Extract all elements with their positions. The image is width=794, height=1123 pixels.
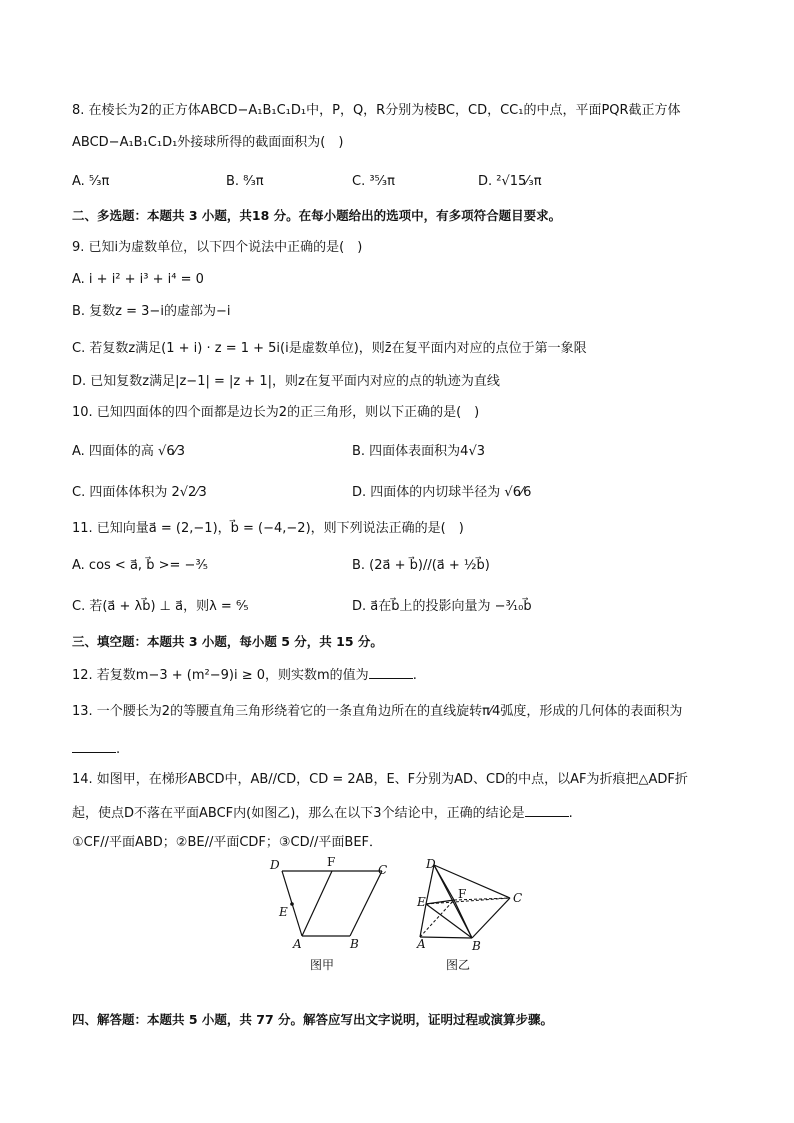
q9-option-c: C. 若复数z满足(1 + i) · z = 1 + 5i(i是虚数单位)，则z̄在复平面内对应的点位于第一象限 xyxy=(72,341,587,356)
q13-answer-blank[interactable] xyxy=(72,738,116,753)
q10-option-d: D. 四面体的内切球半径为 √6⁄6 xyxy=(352,485,532,500)
q14-line2-text: 起，使点D不落在平面ABCF内(如图乙)，那么在以下3个结论中，正确的结论是 xyxy=(72,806,525,821)
fig-yi-edge-ef xyxy=(426,900,454,904)
q11-option-a: A. cos < a⃗, b⃗ >= −³⁄₅ xyxy=(72,558,208,573)
q10-option-a: A. 四面体的高 √6⁄3 xyxy=(72,444,186,459)
fig-jia-edge-af xyxy=(302,871,332,936)
q12-answer-blank[interactable] xyxy=(369,664,413,679)
section-multiple-choice-heading: 二、多选题：本题共 3 小题，共18 分。在每小题给出的选项中，有多项符合题目要求。 xyxy=(72,208,562,223)
q11-option-c: C. 若(a⃗ + λb⃗) ⊥ a⃗，则λ = ⁶⁄₅ xyxy=(72,599,249,614)
fig-jia-edge-bc xyxy=(350,871,382,936)
fig-yi-label-b: B xyxy=(472,939,481,952)
q14-line2: 起，使点D不落在平面ABCF内(如图乙)，那么在以下3个结论中，正确的结论是 . xyxy=(72,802,573,824)
figure-yi-folded xyxy=(416,852,536,952)
q13-line2 xyxy=(72,738,120,760)
fig-jia-label-d: D xyxy=(270,858,280,872)
fig-yi-hidden-ec xyxy=(426,898,510,904)
q9-option-a: A. i + i² + i³ + i⁴ = 0 xyxy=(72,272,204,287)
q14-line1: 14. 如图甲，在梯形ABCD中，AB//CD，CD = 2AB，E、F分别为AD、CD的中点，以AF为折痕把△ADF折 xyxy=(72,772,688,787)
q9-stem: 9. 已知i为虚数单位，以下四个说法中正确的是( ) xyxy=(72,240,363,255)
fig-yi-label-a: A xyxy=(417,937,426,951)
fig-jia-label-c: C xyxy=(378,863,388,877)
q12-text: 12. 若复数m−3 + (m²−9)i ≥ 0，则实数m的值为 xyxy=(72,668,369,683)
q11-option-b: B. (2a⃗ + b⃗)//(a⃗ + ½b⃗) xyxy=(352,558,490,573)
fig-yi-edge-eb xyxy=(426,904,472,938)
q13-line1: 13. 一个腰长为2的等腰直角三角形绕着它的一条直角边所在的直线旋转π⁄4弧度，形成的几何体的表面积为 xyxy=(72,704,683,719)
q10-option-b: B. 四面体表面积为4√3 xyxy=(352,444,486,459)
q10-stem: 10. 已知四面体的四个面都是边长为2的正三角形，则以下正确的是( ) xyxy=(72,405,480,420)
fig-jia-label-a: A xyxy=(293,937,302,951)
q8-line2: ABCD−A₁B₁C₁D₁外接球所得的截面面积为( ) xyxy=(72,135,344,150)
fig-jia-label-f: F xyxy=(327,855,336,869)
q12-line: 12. 若复数m−3 + (m²−9)i ≥ 0，则实数m的值为 . xyxy=(72,664,417,686)
fig-yi-edge-ab xyxy=(420,937,472,938)
q10-option-c: C. 四面体体积为 2√2⁄3 xyxy=(72,485,207,500)
fig-yi-edge-fb xyxy=(454,900,472,938)
q8-option-b: B. ⁸⁄₃π xyxy=(226,174,264,189)
q8-option-d: D. ²√15⁄₃π xyxy=(478,174,542,189)
q14-answer-blank[interactable] xyxy=(525,802,569,817)
section-fill-blank-heading: 三、填空题：本题共 3 小题，每小题 5 分，共 15 分。 xyxy=(72,634,383,649)
fig-jia-label-b: B xyxy=(350,937,359,951)
fig-yi-edge-df xyxy=(434,865,454,900)
fig-yi-label-c: C xyxy=(513,891,523,905)
fig-yi-label-d: D xyxy=(426,857,436,871)
fig-yi-edge-bc xyxy=(472,898,510,938)
fig-jia-point-e xyxy=(290,902,294,906)
q8-option-a: A. ⁵⁄₃π xyxy=(72,174,110,189)
fig-yi-label-e: E xyxy=(417,895,426,909)
fig-jia-label-e: E xyxy=(279,905,288,919)
figure-jia-trapezoid xyxy=(262,852,402,952)
fig-yi-edge-dc xyxy=(434,865,510,898)
q8-option-c: C. ³⁵⁄₃π xyxy=(352,174,395,189)
section-solution-heading: 四、解答题：本题共 5 小题，共 77 分。解答应写出文字说明，证明过程或演算步骤。 xyxy=(72,1012,554,1027)
figure-yi-caption: 图乙 xyxy=(446,958,471,972)
q9-option-b: B. 复数z = 3−i的虚部为−i xyxy=(72,304,231,319)
q9-option-d: D. 已知复数z满足|z−1| = |z + 1|，则z在复平面内对应的点的轨迹为直线 xyxy=(72,374,500,389)
q13-period: . xyxy=(116,742,121,757)
q11-option-d: D. a⃗在b⃗上的投影向量为 −³⁄₁₀b⃗ xyxy=(352,599,532,614)
fig-yi-label-f: F xyxy=(458,887,467,901)
q8-line1: 8. 在棱长为2的正方体ABCD−A₁B₁C₁D₁中，P，Q，R分别为棱BC，CD，CC₁的中点，平面PQR截正方体 xyxy=(72,103,681,118)
q11-stem: 11. 已知向量a⃗ = (2,−1)，b⃗ = (−4,−2)，则下列说法正确的是( ) xyxy=(72,521,464,536)
q14-line3: ①CF//平面ABD；②BE//平面CDF；③CD//平面BEF． xyxy=(72,835,383,850)
figure-jia-caption: 图甲 xyxy=(310,958,335,972)
